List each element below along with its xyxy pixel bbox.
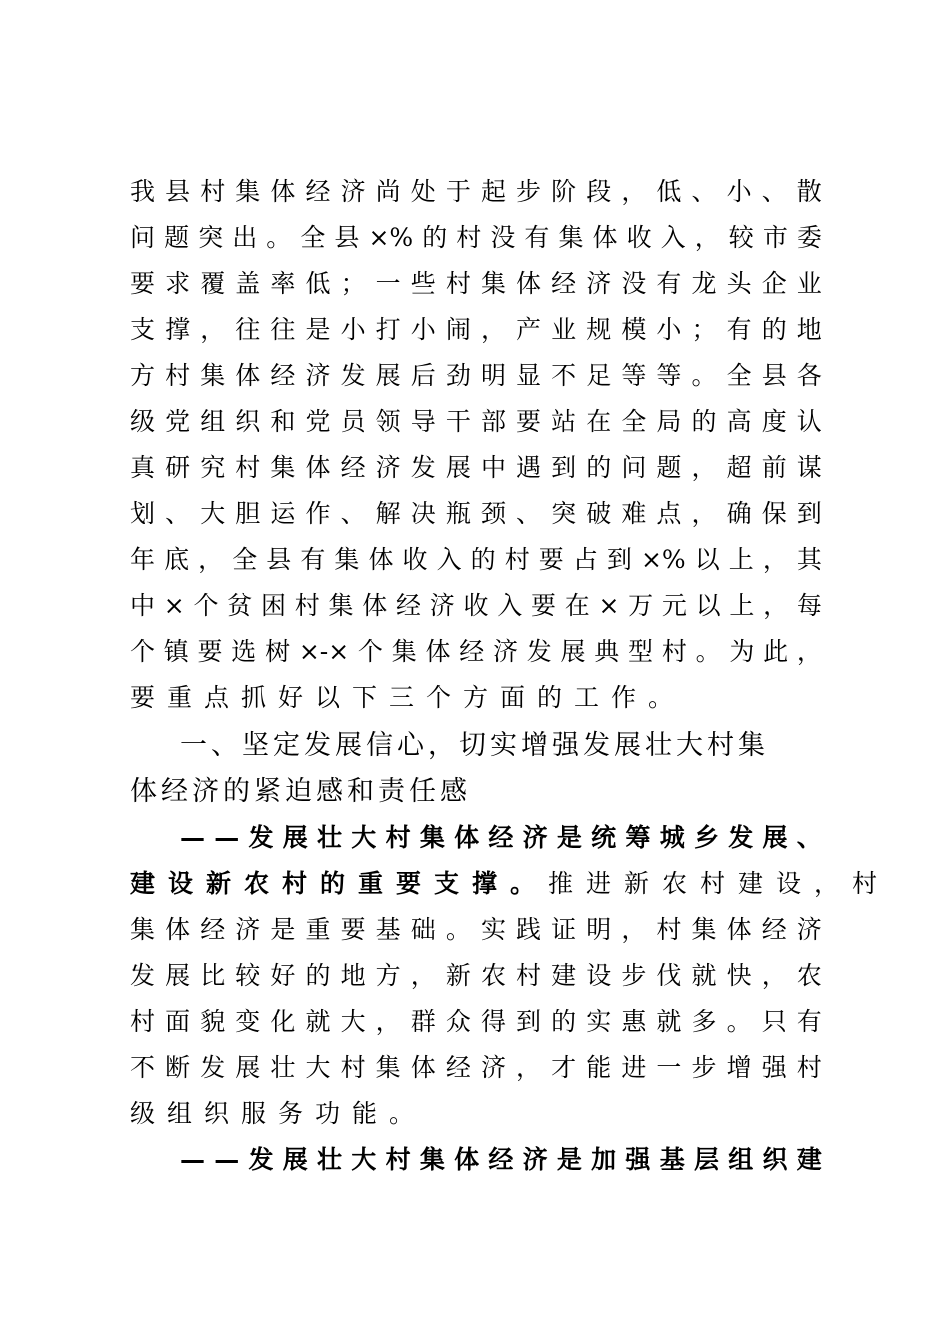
paragraph-line: 村 面 貌 变 化 就 大 ， 群 众 得 到 的 实 惠 就 多 。 只 有 bbox=[130, 1007, 822, 1036]
paragraph-line: 真 研 究 村 集 体 经 济 发 展 中 遇 到 的 问 题 ， 超 前 谋 bbox=[130, 453, 822, 482]
subpoint-text: 推进新农村建设，村 bbox=[548, 869, 891, 898]
paragraph-line: 方 村 集 体 经 济 发 展 后 劲 明 显 不 足 等 等 。 全 县 各 bbox=[130, 361, 822, 390]
paragraph-line: 级 党 组 织 和 党 员 领 导 干 部 要 站 在 全 局 的 高 度 认 bbox=[130, 407, 822, 436]
section-heading bbox=[180, 726, 822, 766]
paragraph-line: 支 撑 ， 往 往 是 小 打 小 闹 ， 产 业 规 模 小 ； 有 的 地 bbox=[130, 315, 822, 344]
document-body bbox=[130, 0, 891, 1344]
paragraph-line: 我 县 村 集 体 经 济 尚 处 于 起 步 阶 段 ， 低 、 小 、 散 bbox=[130, 177, 822, 206]
paragraph-line: 发 展 比 较 好 的 地 方 ， 新 农 村 建 设 步 伐 就 快 ， 农 bbox=[130, 961, 822, 990]
paragraph-line: 不 断 发 展 壮 大 村 集 体 经 济 ， 才 能 进 一 步 增 强 村 bbox=[130, 1053, 822, 1082]
section-heading-continued: 体经济的紧迫感和责任感 bbox=[130, 776, 471, 807]
paragraph-line: 问 题 突 出 。 全 县 ×% 的 村 没 有 集 体 收 入 ， 较 市 委 bbox=[130, 223, 822, 252]
subpoint-line bbox=[130, 864, 891, 904]
paragraph-line: 个 镇 要 选 树 ×-× 个 集 体 经 济 发 展 典 型 村 。 为 此 ， bbox=[130, 637, 822, 666]
paragraph-line: 集 体 经 济 是 重 要 基 础 。 实 践 证 明 ， 村 集 体 经 济 bbox=[130, 915, 822, 944]
subpoint-heading: — — 发 展 壮 大 村 集 体 经 济 是 统 筹 城 乡 发 展 、 bbox=[180, 823, 822, 852]
paragraph-line: 划 、 大 胆 运 作 、 解 决 瓶 颈 、 突 破 难 点 ， 确 保 到 bbox=[130, 499, 822, 528]
paragraph-line: 要重点抓好以下三个方面的工作。 bbox=[130, 683, 686, 712]
paragraph-line: 要 求 覆 盖 率 低 ； 一 些 村 集 体 经 济 没 有 龙 头 企 业 bbox=[130, 269, 822, 298]
subpoint-heading: — — 发 展 壮 大 村 集 体 经 济 是 加 强 基 层 组 织 建 bbox=[180, 1145, 822, 1174]
subpoint-heading-end: 建设新农村的重要支撑。 bbox=[130, 869, 549, 898]
section-heading-line1: 一、坚定发展信心，切实增强发展壮大村集 bbox=[180, 730, 769, 761]
paragraph-line: 级组织服务功能。 bbox=[130, 1099, 427, 1128]
paragraph-line: 年 底 ， 全 县 有 集 体 收 入 的 村 要 占 到 ×% 以 上 ， 其 bbox=[130, 545, 822, 574]
paragraph-line: 中 × 个 贫 困 村 集 体 经 济 收 入 要 在 × 万 元 以 上 ， 每 bbox=[130, 591, 822, 620]
